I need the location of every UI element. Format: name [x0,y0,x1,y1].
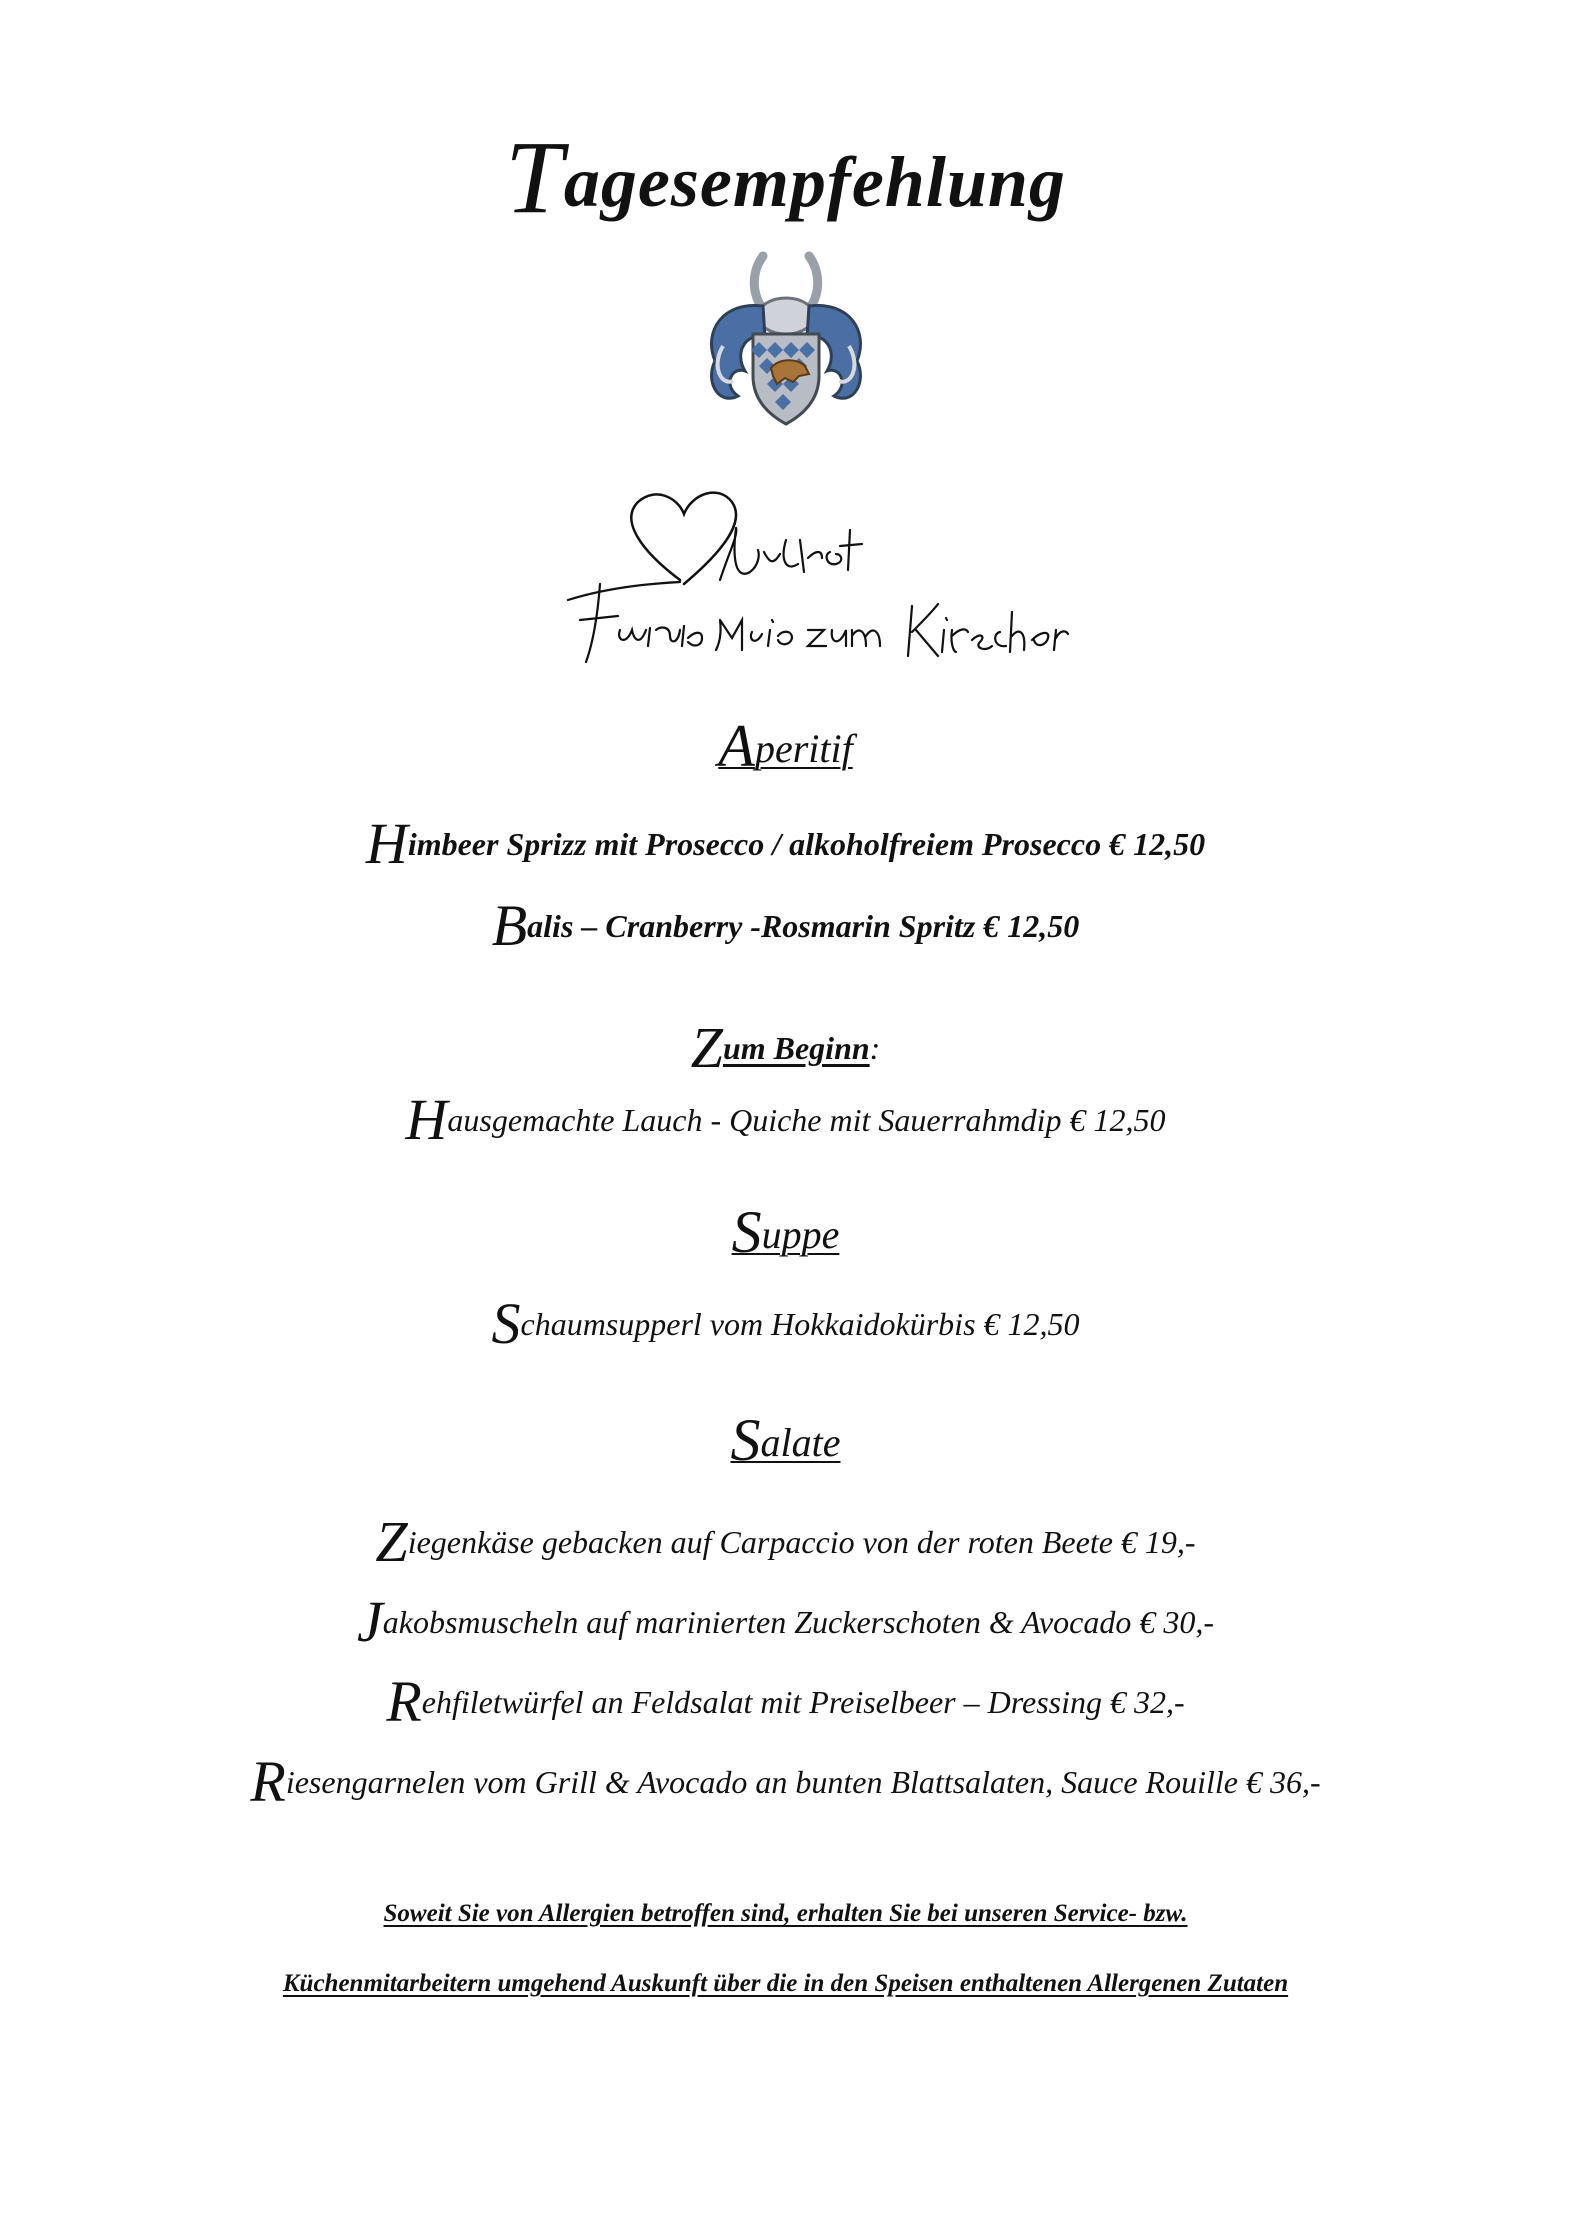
coat-of-arms-icon [693,246,879,436]
menu-item-ziegenkaese: Ziegenkäse gebacken auf Carpaccio von der roten Beete € 19,- [375,1509,1196,1574]
menu-item-jakobsmuscheln: Jakobsmuscheln auf marinierten Zuckerschoten & Avocado € 30,- [356,1589,1214,1654]
menu-item-rehfiletwuerfel: Rehfiletwürfel an Feldsalat mit Preiselbeer – Dressing € 32,- [386,1669,1185,1734]
section-heading-suppe: Suppe [731,1199,840,1265]
section-heading-zum-beginn: Zum Beginn: [690,1015,881,1080]
menu-item-balis-spritz: Balis – Cranberry -Rosmarin Spritz € 12,50 [491,893,1080,958]
menu-item-riesengarnelen: Riesengarnelen vom Grill & Avocado an bunten Blattsalaten, Sauce Rouille € 36,- [250,1749,1321,1814]
menu-item-himbeer-sprizz: Himbeer Sprizz mit Prosecco / alkoholfreiem Prosecco € 12,50 [365,811,1206,876]
page-title [0,118,1571,237]
menu-item-lauch-quiche: Hausgemachte Lauch - Quiche mit Sauerrahmdip € 12,50 [405,1087,1166,1152]
menu-item-schaumsupperl: Schaumsupperl vom Hokkaidokürbis € 12,50 [491,1291,1080,1356]
title-rest: agesempfehlung [563,142,1066,222]
section-heading-salate: Salate [730,1407,841,1473]
title-initial: T [505,120,564,235]
section-heading-aperitif: Aperitif [718,713,853,779]
allergen-note-line-2: Küchenmitarbeitern umgehend Auskunft über die in den Speisen enthaltenen Allergenen Zutaten [282,1970,1289,1997]
handwritten-signature [560,480,1070,670]
allergen-note-line-1: Soweit Sie von Allergien betroffen sind, erhalten Sie bei unseren Service- bzw. [383,1900,1188,1927]
